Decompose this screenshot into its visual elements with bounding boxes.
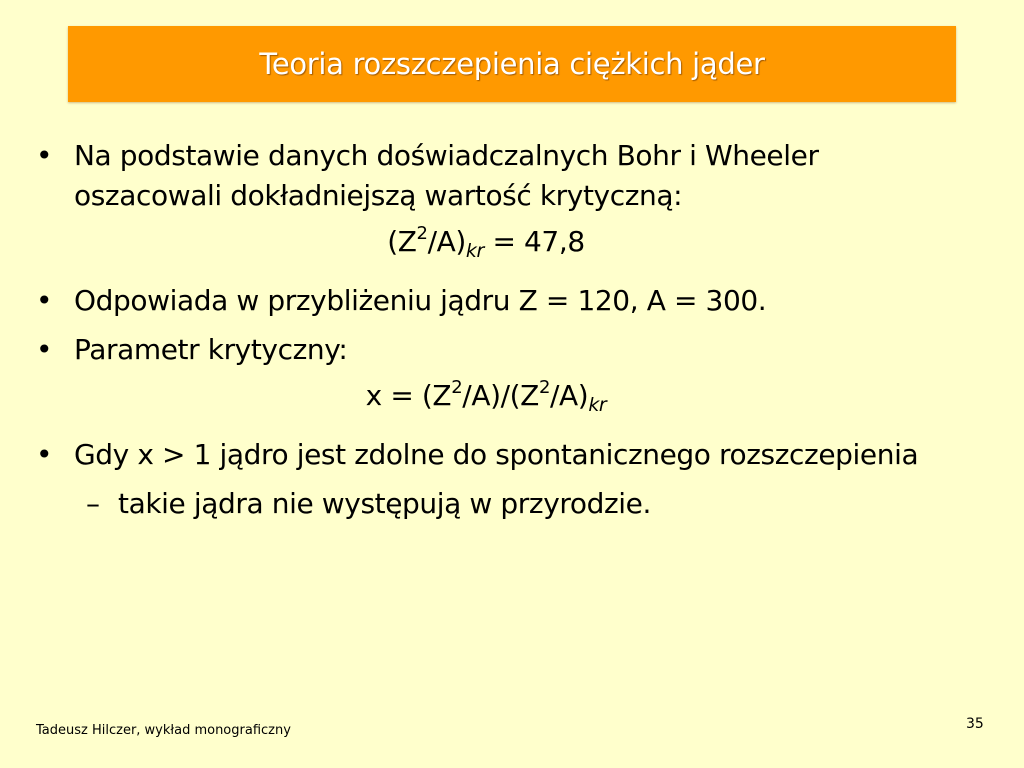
bullet-icon: •	[36, 139, 53, 172]
bullet-text: Parametr krytyczny:	[74, 333, 348, 366]
bullet-icon: •	[36, 438, 53, 471]
bullet-icon: •	[36, 284, 53, 317]
critical-value-formula: $(Z^2/A)_{kr} = 47,8$	[387, 223, 585, 262]
dash-icon: –	[86, 487, 100, 520]
slide-content	[36, 136, 936, 524]
critical-parameter-formula: $x = (Z^2/A)/(Z^2/A)_{kr}$	[365, 377, 607, 416]
bullet-item	[36, 435, 936, 475]
title-bar	[68, 26, 956, 102]
bullet-text: Gdy x > 1 jądro jest zdolne do spontanicznego rozszczepienia	[74, 438, 919, 471]
bullet-text: Odpowiada w przybliżeniu jądru Z = 120, A = 300.	[74, 284, 767, 317]
bullet-text: Na podstawie danych doświadczalnych Bohr i Wheeler oszacowali dokładniejszą wartość krytyczną:	[74, 139, 819, 212]
sub-bullet-item	[36, 484, 936, 524]
bullet-item	[36, 136, 936, 216]
sub-bullet-text: takie jądra nie występują w przyrodzie.	[118, 487, 651, 520]
bullet-item	[36, 281, 936, 321]
slide-title: Teoria rozszczepienia ciężkich jąder	[259, 47, 765, 81]
bullet-item	[36, 330, 936, 370]
bullet-icon: •	[36, 333, 53, 366]
page-number: 35	[966, 716, 984, 732]
footer-author: Tadeusz Hilczer, wykład monograficzny	[36, 723, 291, 738]
